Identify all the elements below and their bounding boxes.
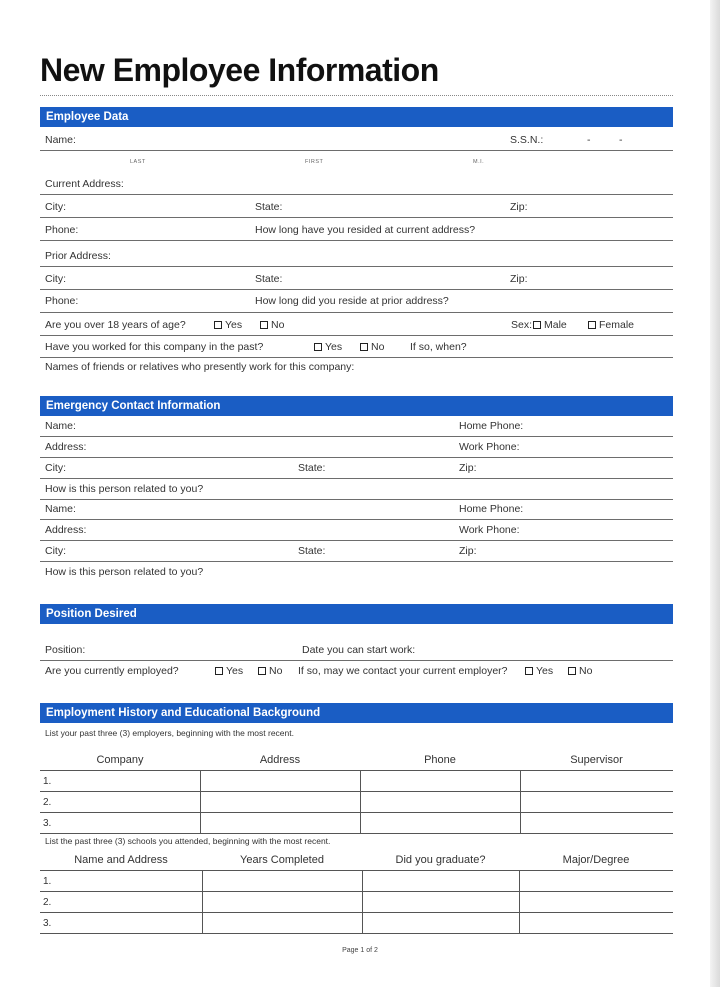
employment-status-row	[40, 661, 673, 681]
section-employment-history: Employment History and Educational Background	[40, 703, 673, 723]
zip-label: Zip:	[510, 273, 528, 285]
emergency-address-row[interactable]	[40, 520, 673, 541]
emergency-name-row[interactable]	[40, 416, 673, 437]
emergency-address-row[interactable]	[40, 437, 673, 458]
table-cell[interactable]	[519, 913, 673, 934]
work-phone-label: Work Phone:	[459, 441, 520, 453]
sex-male-checkbox[interactable]	[533, 319, 567, 331]
current-city-row[interactable]	[40, 195, 673, 218]
friends-label: Names of friends or relatives who presently work for this company:	[45, 361, 355, 373]
name-label: Name:	[45, 420, 76, 432]
no-label: No	[579, 665, 593, 677]
table-cell[interactable]	[362, 913, 519, 934]
prior-address-label: Prior Address:	[45, 250, 111, 262]
prior-phone-row[interactable]	[40, 290, 673, 313]
row-number: 2.	[40, 892, 202, 913]
city-label: City:	[45, 273, 66, 285]
position-row[interactable]	[40, 640, 673, 661]
table-cell[interactable]	[520, 771, 673, 792]
related-label: How is this person related to you?	[45, 566, 204, 578]
table-cell[interactable]	[519, 892, 673, 913]
column-header: Supervisor	[520, 750, 673, 771]
table-cell[interactable]	[360, 792, 520, 813]
yes-label: Yes	[325, 341, 343, 353]
city-label: City:	[45, 201, 66, 213]
name-label: Name:	[45, 134, 76, 146]
over-18-label: Are you over 18 years of age?	[45, 319, 186, 331]
table-cell[interactable]	[200, 771, 360, 792]
name-label: Name:	[45, 503, 76, 515]
worked-here-no-checkbox[interactable]	[360, 341, 384, 353]
page-edge-shadow	[710, 0, 720, 987]
state-label: State:	[298, 462, 326, 474]
page-number: Page 1 of 2	[342, 947, 378, 954]
state-label: State:	[255, 201, 283, 213]
state-label: State:	[255, 273, 283, 285]
employed-no-checkbox[interactable]	[258, 665, 282, 677]
age-sex-row	[40, 313, 673, 336]
prior-address-row[interactable]	[40, 244, 673, 267]
no-label: No	[271, 319, 285, 331]
yes-label: Yes	[536, 665, 554, 677]
page-title: New Employee Information	[40, 52, 439, 88]
emergency-city-row[interactable]	[40, 458, 673, 479]
yes-label: Yes	[226, 665, 244, 677]
prior-city-row[interactable]	[40, 267, 673, 290]
row-number: 1.	[40, 771, 200, 792]
column-header: Address	[200, 750, 360, 771]
home-phone-label: Home Phone:	[459, 420, 524, 432]
schools-instructions: List the past three (3) schools you attended, beginning with the most recent.	[45, 836, 331, 846]
city-label: City:	[45, 462, 66, 474]
row-number: 3.	[40, 813, 200, 834]
table-cell[interactable]	[360, 813, 520, 834]
no-label: No	[269, 665, 283, 677]
employed-yes-checkbox[interactable]	[215, 665, 243, 677]
table-row[interactable]	[40, 792, 673, 813]
table-row[interactable]	[40, 813, 673, 834]
first-name-hint: FIRST	[305, 159, 324, 165]
ssn-label: S.S.N.:	[510, 134, 544, 146]
table-cell[interactable]	[200, 813, 360, 834]
worked-here-yes-checkbox[interactable]	[314, 341, 342, 353]
currently-employed-label: Are you currently employed?	[45, 665, 179, 677]
city-label: City:	[45, 545, 66, 557]
if-so-when-label: If so, when?	[410, 341, 467, 353]
column-header: Company	[40, 750, 200, 771]
column-header: Name and Address	[40, 850, 202, 871]
emergency-related-row[interactable]	[40, 562, 673, 582]
zip-label: Zip:	[459, 462, 477, 474]
table-cell[interactable]	[520, 792, 673, 813]
column-header: Did you graduate?	[362, 850, 519, 871]
work-phone-label: Work Phone:	[459, 524, 520, 536]
table-row[interactable]	[40, 892, 673, 913]
home-phone-label: Home Phone:	[459, 503, 524, 515]
address-label: Address:	[45, 524, 87, 536]
worked-here-label: Have you worked for this company in the past?	[45, 341, 264, 353]
sex-female-checkbox[interactable]	[588, 319, 634, 331]
zip-label: Zip:	[510, 201, 528, 213]
phone-label: Phone:	[45, 224, 79, 236]
current-address-row[interactable]	[40, 172, 673, 195]
row-number: 1.	[40, 871, 202, 892]
table-cell[interactable]	[519, 871, 673, 892]
table-row[interactable]	[40, 913, 673, 934]
table-cell[interactable]	[200, 792, 360, 813]
title-divider	[40, 95, 673, 96]
yes-label: Yes	[225, 319, 243, 331]
female-label: Female	[599, 319, 635, 331]
resided-prior-label: How long did you reside at prior address?	[255, 295, 449, 307]
worked-here-row	[40, 336, 673, 358]
ssn-dash: -	[619, 134, 623, 146]
section-emergency-contact: Emergency Contact Information	[40, 396, 673, 416]
table-cell[interactable]	[360, 771, 520, 792]
state-label: State:	[298, 545, 326, 557]
related-label: How is this person related to you?	[45, 483, 204, 495]
over-18-yes-checkbox[interactable]	[214, 319, 242, 331]
ssn-dash: -	[587, 134, 591, 146]
phone-label: Phone:	[45, 295, 79, 307]
current-address-label: Current Address:	[45, 178, 124, 190]
table-cell[interactable]	[202, 871, 362, 892]
zip-label: Zip:	[459, 545, 477, 557]
table-row[interactable]	[40, 871, 673, 892]
emergency-related-row[interactable]	[40, 479, 673, 500]
row-number: 2.	[40, 792, 200, 813]
sex-label: Sex:	[511, 319, 533, 331]
section-employee-data: Employee Data	[40, 107, 673, 127]
male-label: Male	[544, 319, 567, 331]
employee-name-row[interactable]	[40, 127, 673, 151]
table-cell[interactable]	[362, 892, 519, 913]
table-cell[interactable]	[520, 813, 673, 834]
emergency-name-row[interactable]	[40, 499, 673, 520]
start-date-label: Date you can start work:	[302, 644, 416, 656]
schools-table	[40, 850, 673, 934]
row-number: 3.	[40, 913, 202, 934]
contact-yes-checkbox[interactable]	[525, 665, 553, 677]
table-row[interactable]	[40, 771, 673, 792]
current-phone-row[interactable]	[40, 218, 673, 241]
column-header: Years Completed	[202, 850, 362, 871]
middle-initial-hint: M.I.	[473, 159, 485, 165]
no-label: No	[371, 341, 385, 353]
friends-row[interactable]	[40, 357, 673, 377]
emergency-city-row[interactable]	[40, 541, 673, 562]
employers-instructions: List your past three (3) employers, beginning with the most recent.	[45, 728, 294, 738]
resided-current-label: How long have you resided at current address?	[255, 224, 476, 236]
over-18-no-checkbox[interactable]	[260, 319, 284, 331]
section-position-desired: Position Desired	[40, 604, 673, 624]
position-label: Position:	[45, 644, 86, 656]
employers-table	[40, 750, 673, 834]
column-header: Phone	[360, 750, 520, 771]
contact-no-checkbox[interactable]	[568, 665, 592, 677]
column-header: Major/Degree	[519, 850, 673, 871]
address-label: Address:	[45, 441, 87, 453]
table-cell[interactable]	[202, 913, 362, 934]
table-cell[interactable]	[362, 871, 519, 892]
contact-employer-label: If so, may we contact your current employer?	[298, 665, 508, 677]
last-name-hint: LAST	[130, 159, 146, 165]
table-cell[interactable]	[202, 892, 362, 913]
